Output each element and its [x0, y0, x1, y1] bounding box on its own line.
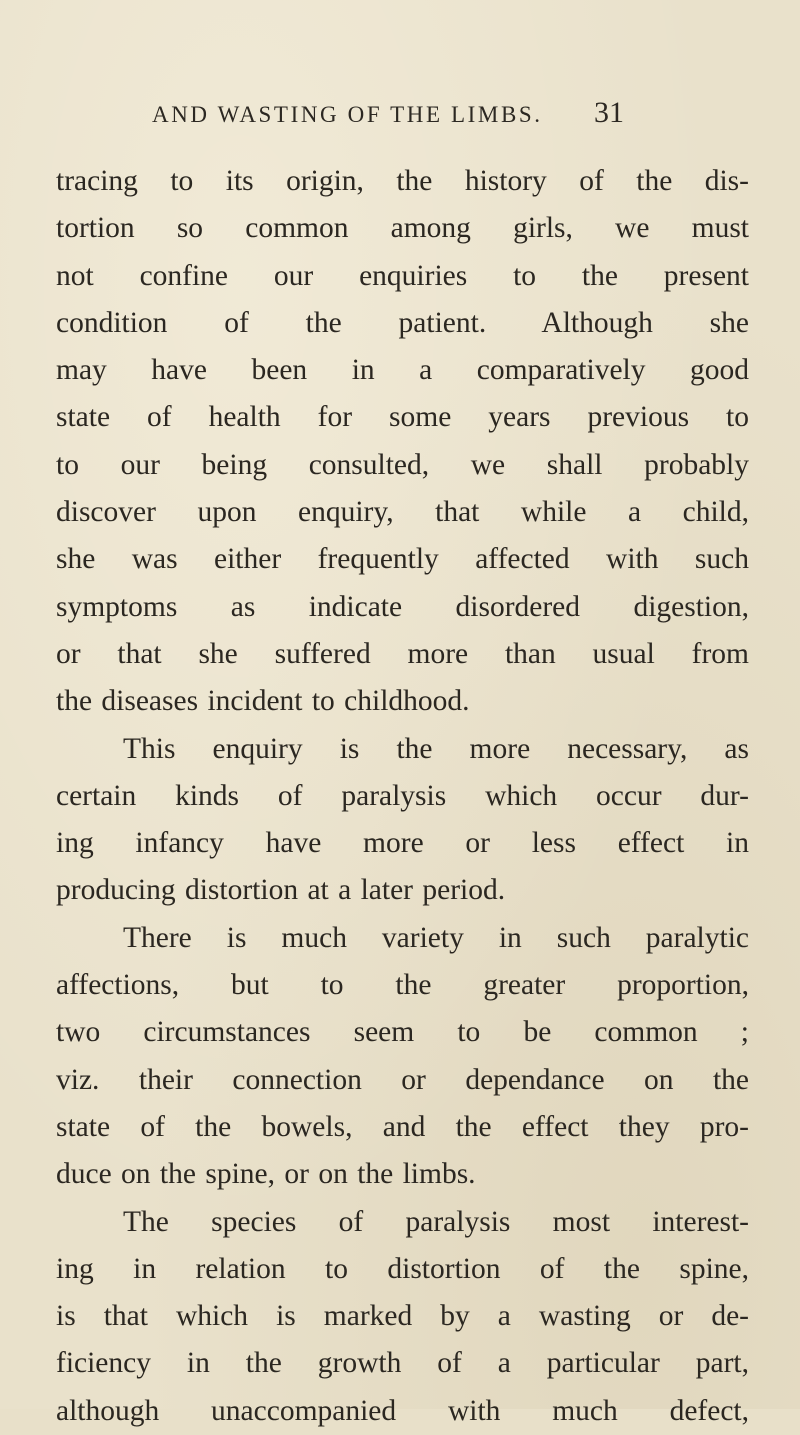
text-line: producing distortion at a later period. — [56, 874, 506, 907]
text-line: tracing to its origin, the history of the dis- — [56, 165, 749, 197]
text-line: may have been in a comparatively good — [56, 354, 749, 387]
text-line: state of the bowels, and the effect they pro- — [56, 1110, 749, 1143]
text-line: viz. their connection or dependance on the — [56, 1063, 749, 1096]
text-line: affections, but to the greater proportion, — [56, 969, 749, 1002]
paragraph-start-line: The species of paralysis most interest- — [123, 1205, 749, 1238]
text-line: is that which is marked by a wasting or de- — [56, 1300, 749, 1333]
text-line: she was either frequently affected with such — [56, 543, 749, 576]
page-number: 31 — [594, 96, 624, 129]
text-line: ing in relation to distortion of the spine, — [56, 1252, 749, 1285]
text-line: symptoms as indicate disordered digestion, — [56, 590, 749, 623]
text-line: state of health for some years previous to — [56, 401, 749, 434]
running-title: AND WASTING OF THE LIMBS. — [152, 102, 543, 127]
paragraph-start-line: There is much variety in such paralytic — [123, 921, 749, 954]
text-line: certain kinds of paralysis which occur dur- — [56, 779, 749, 812]
text-line: condition of the patient. Although she — [56, 306, 749, 339]
running-head — [0, 96, 800, 142]
text-line: ing infancy have more or less effect in — [56, 827, 749, 860]
paragraph-start-line: This enquiry is the more necessary, as — [123, 732, 749, 765]
text-line: although unaccompanied with much defect, — [56, 1394, 749, 1427]
text-line: to our being consulted, we shall probably — [56, 448, 749, 481]
text-line: two circumstances seem to be common ; — [56, 1016, 749, 1049]
text-line: tortion so common among girls, we must — [56, 212, 749, 245]
text-line: the diseases incident to childhood. — [56, 685, 470, 718]
body-text — [56, 158, 749, 1435]
text-line: discover upon enquiry, that while a child, — [56, 496, 749, 529]
text-line: or that she suffered more than usual from — [56, 637, 749, 670]
text-line: not confine our enquiries to the present — [56, 259, 749, 292]
text-line: ficiency in the growth of a particular part, — [56, 1347, 749, 1380]
text-line: duce on the spine, or on the limbs. — [56, 1158, 476, 1191]
